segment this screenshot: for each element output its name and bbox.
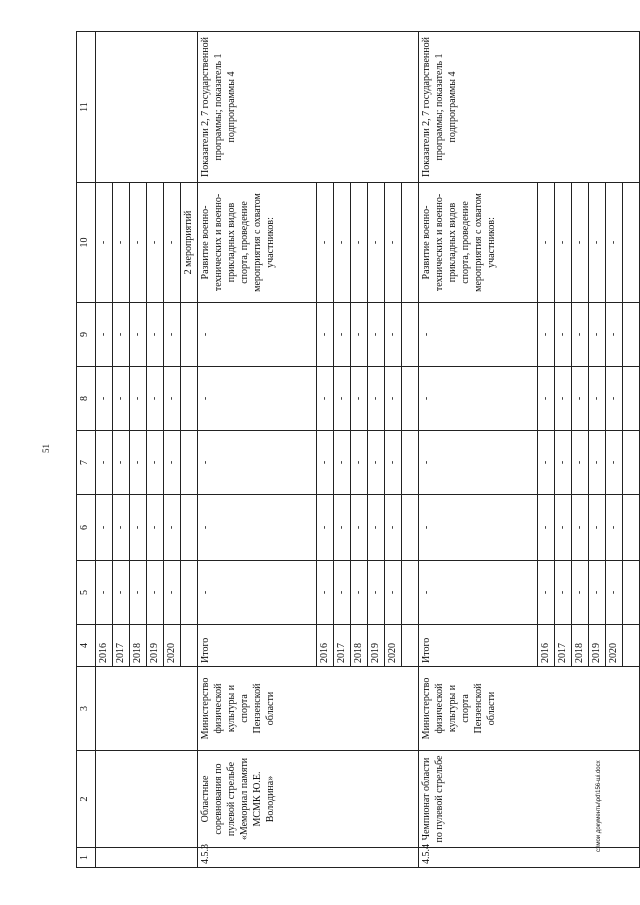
- value-cell: -: [368, 303, 385, 367]
- header-cell: 11: [77, 32, 96, 183]
- value-cell: -: [419, 561, 538, 625]
- value-cell: -: [419, 367, 538, 431]
- result-cell: -: [147, 183, 164, 303]
- value-cell: -: [606, 431, 623, 495]
- value-cell: -: [147, 431, 164, 495]
- result-cell: -: [538, 183, 555, 303]
- year-cell: 2019: [589, 625, 606, 667]
- value-cell: -: [368, 431, 385, 495]
- value-cell: -: [385, 495, 402, 561]
- blank-cell: [96, 848, 198, 868]
- result-cell: -: [317, 183, 334, 303]
- value-cell: -: [317, 495, 334, 561]
- year-cell: 2020: [606, 625, 623, 667]
- result-cell: -: [351, 183, 368, 303]
- blank-cell: [402, 303, 419, 367]
- value-cell: -: [198, 303, 317, 367]
- indicators: Показатели 2, 7 государственной программы; показатель 1 подпрограммы 4: [198, 32, 419, 183]
- blank-cell: [402, 431, 419, 495]
- value-cell: -: [130, 431, 147, 495]
- result-text: Развитие военно-технических и военно-прикладных видов спорта, проведение мероприятия с охватом участников:: [198, 183, 317, 303]
- value-cell: -: [351, 495, 368, 561]
- value-cell: -: [385, 367, 402, 431]
- blank-cell: [623, 561, 640, 625]
- header-cell: 3: [77, 667, 96, 751]
- value-cell: -: [351, 367, 368, 431]
- blank-cell: [402, 561, 419, 625]
- value-cell: -: [572, 495, 589, 561]
- value-cell: -: [368, 495, 385, 561]
- value-cell: -: [368, 367, 385, 431]
- blank-cell: [623, 625, 640, 667]
- page-number: 51: [41, 444, 51, 453]
- program-table: [76, 31, 640, 868]
- item-number: 4.5.4: [419, 848, 640, 868]
- mero-count: 2 мероприятий: [181, 183, 198, 303]
- blank-cell: [623, 183, 640, 303]
- header-cell: 4: [77, 625, 96, 667]
- value-cell: -: [419, 431, 538, 495]
- result-text: Развитие военно-технических и военно-прикладных видов спорта, проведение мероприятия с охватом участников:: [419, 183, 538, 303]
- value-cell: -: [606, 367, 623, 431]
- item-number: 4.5.3: [198, 848, 419, 868]
- value-cell: -: [198, 431, 317, 495]
- value-cell: -: [419, 495, 538, 561]
- value-cell: -: [96, 367, 113, 431]
- header-cell: 1: [77, 848, 96, 868]
- value-cell: -: [317, 431, 334, 495]
- value-cell: -: [130, 303, 147, 367]
- result-cell: -: [368, 183, 385, 303]
- value-cell: -: [96, 495, 113, 561]
- value-cell: -: [419, 303, 538, 367]
- header-cell: 6: [77, 495, 96, 561]
- result-cell: -: [385, 183, 402, 303]
- value-cell: -: [147, 561, 164, 625]
- result-cell: -: [589, 183, 606, 303]
- value-cell: -: [351, 561, 368, 625]
- value-cell: -: [147, 303, 164, 367]
- footer-file-path: c:\мои документы\pd\156-ші.docx: [596, 760, 602, 852]
- result-cell: -: [164, 183, 181, 303]
- value-cell: -: [368, 561, 385, 625]
- value-cell: -: [198, 495, 317, 561]
- table-row: [96, 32, 113, 868]
- blank-cell: [402, 183, 419, 303]
- value-cell: -: [538, 495, 555, 561]
- event-name: Областные соревнования по пулевой стрельбе «Мемориал памяти МСМК Ю.Е. Володина»: [198, 751, 419, 848]
- value-cell: -: [572, 431, 589, 495]
- value-cell: -: [589, 303, 606, 367]
- executor: Министерство физической культуры и спорта Пензенской области: [198, 667, 419, 751]
- value-cell: -: [147, 367, 164, 431]
- value-cell: -: [538, 367, 555, 431]
- value-cell: -: [113, 431, 130, 495]
- value-cell: -: [589, 495, 606, 561]
- year-cell: 2020: [164, 625, 181, 667]
- blank-cell: [181, 367, 198, 431]
- year-cell: 2016: [317, 625, 334, 667]
- value-cell: -: [606, 495, 623, 561]
- value-cell: -: [351, 303, 368, 367]
- value-cell: -: [164, 495, 181, 561]
- value-cell: -: [130, 367, 147, 431]
- value-cell: -: [334, 431, 351, 495]
- value-cell: -: [164, 431, 181, 495]
- blank-cell: [96, 667, 198, 751]
- header-cell: 10: [77, 183, 96, 303]
- value-cell: -: [113, 367, 130, 431]
- blank-cell: [402, 367, 419, 431]
- header-cell: 2: [77, 751, 96, 848]
- year-cell: 2019: [147, 625, 164, 667]
- blank-cell: [623, 303, 640, 367]
- value-cell: -: [385, 431, 402, 495]
- value-cell: -: [113, 495, 130, 561]
- value-cell: -: [334, 367, 351, 431]
- value-cell: -: [589, 431, 606, 495]
- blank-cell: [402, 625, 419, 667]
- result-cell: -: [96, 183, 113, 303]
- value-cell: -: [538, 561, 555, 625]
- value-cell: -: [147, 495, 164, 561]
- value-cell: -: [385, 303, 402, 367]
- total-label: Итого: [198, 625, 317, 667]
- value-cell: -: [96, 303, 113, 367]
- year-cell: 2018: [572, 625, 589, 667]
- value-cell: -: [164, 303, 181, 367]
- blank-cell: [96, 751, 198, 848]
- value-cell: -: [572, 561, 589, 625]
- header-cell: 7: [77, 431, 96, 495]
- value-cell: -: [589, 367, 606, 431]
- result-cell: -: [572, 183, 589, 303]
- blank-cell: [181, 495, 198, 561]
- value-cell: -: [606, 303, 623, 367]
- value-cell: -: [334, 303, 351, 367]
- value-cell: -: [130, 561, 147, 625]
- value-cell: -: [130, 495, 147, 561]
- event-name: Чемпионат области по пулевой стрельбе: [419, 751, 640, 848]
- total-label: Итого: [419, 625, 538, 667]
- value-cell: -: [334, 495, 351, 561]
- header-row: [77, 32, 96, 868]
- table-row: [419, 32, 538, 868]
- blank-cell: [623, 495, 640, 561]
- value-cell: -: [555, 367, 572, 431]
- result-cell: -: [113, 183, 130, 303]
- value-cell: -: [334, 561, 351, 625]
- year-cell: 2017: [555, 625, 572, 667]
- result-cell: -: [334, 183, 351, 303]
- value-cell: -: [317, 367, 334, 431]
- rotated-table-container: [76, 32, 619, 868]
- year-cell: 2017: [113, 625, 130, 667]
- value-cell: -: [538, 303, 555, 367]
- blank-cell: [623, 367, 640, 431]
- value-cell: -: [555, 561, 572, 625]
- value-cell: -: [317, 561, 334, 625]
- result-cell: -: [130, 183, 147, 303]
- value-cell: -: [606, 561, 623, 625]
- result-cell: -: [555, 183, 572, 303]
- value-cell: -: [589, 561, 606, 625]
- value-cell: -: [385, 561, 402, 625]
- value-cell: -: [555, 431, 572, 495]
- value-cell: -: [113, 561, 130, 625]
- value-cell: -: [572, 367, 589, 431]
- value-cell: -: [96, 431, 113, 495]
- year-cell: 2020: [385, 625, 402, 667]
- table-row: [198, 32, 317, 868]
- value-cell: -: [351, 431, 368, 495]
- value-cell: -: [113, 303, 130, 367]
- year-cell: 2018: [130, 625, 147, 667]
- value-cell: -: [198, 561, 317, 625]
- year-cell: 2016: [538, 625, 555, 667]
- blank-cell: [181, 303, 198, 367]
- value-cell: -: [198, 367, 317, 431]
- header-cell: 5: [77, 561, 96, 625]
- blank-cell: [181, 561, 198, 625]
- executor: Министерство физической культуры и спорта Пензенской области: [419, 667, 640, 751]
- blank-cell: [96, 32, 198, 183]
- header-cell: 9: [77, 303, 96, 367]
- value-cell: -: [538, 431, 555, 495]
- value-cell: -: [555, 303, 572, 367]
- value-cell: -: [572, 303, 589, 367]
- value-cell: -: [96, 561, 113, 625]
- blank-cell: [623, 431, 640, 495]
- value-cell: -: [555, 495, 572, 561]
- header-cell: 8: [77, 367, 96, 431]
- year-cell: 2017: [334, 625, 351, 667]
- result-cell: -: [606, 183, 623, 303]
- value-cell: -: [164, 367, 181, 431]
- year-cell: 2016: [96, 625, 113, 667]
- blank-cell: [181, 431, 198, 495]
- value-cell: -: [164, 561, 181, 625]
- year-cell: 2018: [351, 625, 368, 667]
- value-cell: -: [317, 303, 334, 367]
- indicators: Показатели 2, 7 государственной программы; показатель 1 подпрограммы 4: [419, 32, 640, 183]
- blank-cell: [181, 625, 198, 667]
- blank-cell: [402, 495, 419, 561]
- year-cell: 2019: [368, 625, 385, 667]
